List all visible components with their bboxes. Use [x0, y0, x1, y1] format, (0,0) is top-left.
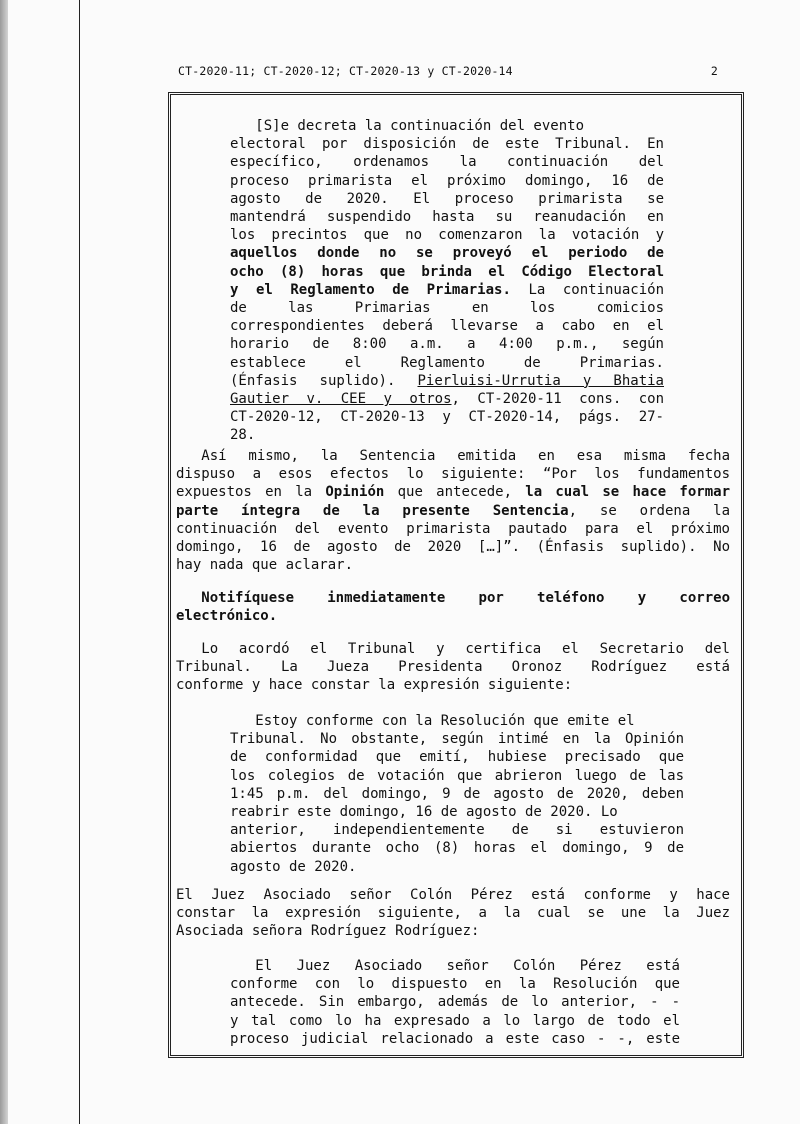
para2-line: Lo acordó el Tribunal y certifica el Secretario del [201, 641, 730, 657]
quote2-line: agosto de 2020. [230, 858, 357, 875]
notify-line: Notifíquese inmediatamente por teléfono y correo [201, 590, 730, 606]
para1-emphasis: parte íntegra de la presente Sentencia [176, 502, 569, 519]
para1-line: hay nada que aclarar. [176, 557, 354, 574]
quote3-line: El Juez Asociado señor Colón Pérez está [255, 958, 680, 974]
quote3-line: proceso judicial relacionado a este caso - -, este [230, 1030, 680, 1047]
notification-order [176, 589, 730, 625]
quote1-line: los precintos que no comenzaron la votación y [230, 227, 664, 244]
quote1-mixed-line [230, 372, 664, 390]
quote1-mixed-line [230, 281, 664, 299]
quote1-line: 28. [230, 427, 256, 444]
block-quote-colon-perez [230, 957, 680, 1048]
quote2-line: 1:45 p.m. del domingo, 9 de agosto de 2020, deben [230, 785, 684, 802]
para1-text: que antecede, [384, 484, 526, 501]
case-citation: Gautier v. CEE y otros [230, 391, 452, 408]
quote2-line: reabrir este domingo, 16 de agosto de 2020. Lo [230, 804, 618, 821]
quote2-line: abiertos durante ocho (8) horas el domingo, 9 de [230, 840, 684, 857]
para1-line: dispuso a esos efectos lo siguiente: “Por los fundamentos [176, 466, 730, 483]
quote3-line: antecede. Sin embargo, además de lo anterior, - - [230, 994, 680, 1011]
quote3-line: conforme con lo dispuesto en la Resolución que [230, 976, 680, 993]
para1-line: continuación del evento primarista pautado para el próximo [176, 520, 730, 537]
quote1-mixed-line [230, 390, 664, 408]
quote2-line: anterior, independientemente de si estuvieron [230, 822, 684, 839]
quote1-line: agosto de 2020. El proceso primarista se [230, 190, 664, 207]
quote1-line: de las Primarias en los comicios [230, 300, 664, 317]
quote2-line: Tribunal. No obstante, según intimé en la Opinión [230, 731, 684, 748]
quote1-text: La continuación [510, 281, 664, 298]
quote1-line: electoral por disposición de este Tribunal. En [230, 136, 664, 153]
quote1-emphasis-line: ocho (8) horas que brinda el Código Electoral [230, 263, 664, 280]
scan-edge-shadow [0, 0, 8, 1124]
paragraph-colon-perez [176, 886, 730, 941]
para1-mixed-line [176, 483, 730, 501]
quote1-line: proceso primarista el próximo domingo, 16 de [230, 172, 664, 189]
paragraph-sentencia [176, 447, 730, 574]
quote2-line: Estoy conforme con la Resolución que emite el [255, 713, 635, 729]
para1-line: domingo, 16 de agosto de 2020 […]”. (Énfasis suplido). No [176, 539, 730, 556]
para1-text: expuestos en la [176, 484, 326, 501]
para1-emphasis: Opinión [325, 484, 385, 501]
paragraph-agreement [176, 640, 730, 695]
quote1-line: establece el Reglamento de Primarias. [230, 354, 664, 371]
document-page [8, 0, 800, 1124]
citation-text: , CT-2020-11 cons. con [451, 391, 665, 408]
quote1-emphasis-line: aquellos donde no se proveyó el periodo de [230, 245, 664, 262]
quote2-line: de conformidad que emití, hubiese precisado que [230, 749, 684, 766]
quote1-line: específico, ordenamos la continuación del [230, 154, 664, 171]
para1-emphasis: la cual se hace formar [525, 484, 730, 501]
quote1-emphasis-text: y el Reglamento de Primarias. [230, 281, 511, 298]
para1-mixed-line [176, 502, 730, 520]
emphasis-note: (Énfasis suplido). [230, 372, 396, 389]
quote3-line: y tal como lo ha expresado a lo largo de todo el [230, 1012, 680, 1029]
para1-line: Así mismo, la Sentencia emitida en esa misma fecha [201, 448, 730, 464]
quote1-line: horario de 8:00 a.m. a 4:00 p.m., según [230, 336, 664, 353]
para2-line: Tribunal. La Jueza Presidenta Oronoz Rodríguez está [176, 659, 730, 676]
case-numbers: CT-2020-11; CT-2020-12; CT-2020-13 y CT-2020-14 [178, 64, 513, 78]
quote1-line: correspondientes deberá llevarse a cabo en el [230, 318, 664, 335]
para1-text: , se ordena la [568, 502, 730, 519]
para3-line: constar la expresión siguiente, a la cual se une la Juez [176, 905, 730, 922]
page-number: 2 [710, 64, 718, 78]
para3-line: El Juez Asociado señor Colón Pérez está conforme y hace [176, 887, 730, 903]
quote1-line: CT-2020-12, CT-2020-13 y CT-2020-14, págs. 27- [230, 409, 664, 426]
quote1-line: [S]e decreta la continuación del evento [255, 118, 585, 134]
quote2-line: los colegios de votación que abrieron luego de las [230, 767, 684, 784]
notify-line: electrónico. [176, 608, 278, 625]
quote1-line: mantendrá suspendido hasta su reanudación en [230, 209, 664, 226]
para2-line: conforme y hace constar la expresión siguiente: [176, 677, 573, 694]
block-quote-court-opinion [230, 117, 664, 445]
case-citation: Pierluisi-Urrutia y Bhatia [417, 372, 664, 389]
para3-line: Asociada señora Rodríguez Rodríguez: [176, 923, 480, 940]
margin-rule [79, 0, 80, 1124]
block-quote-presidenta [230, 712, 684, 876]
